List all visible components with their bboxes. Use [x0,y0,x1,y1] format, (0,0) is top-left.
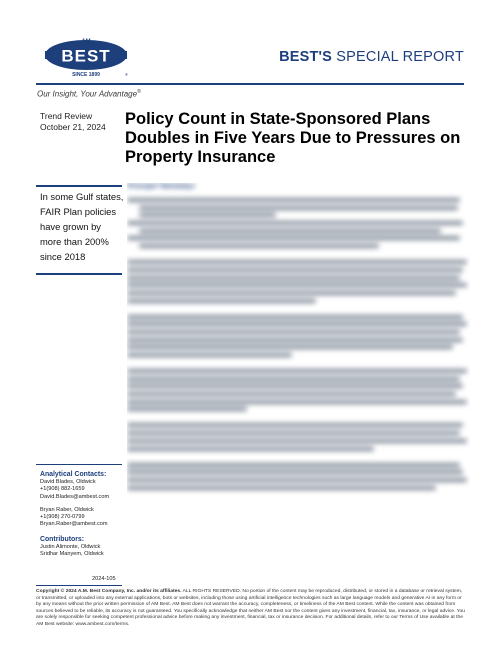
copyright-text: ALL RIGHTS RESERVED. No portion of the content may be reproduced, distributed, or stored in a database or retrieval system, or transmitted, or uploaded into any external applications, bots or websites, including those using artificial intelligence technologies such as large language models and generative AI in any form or by any means without the prior written permission of AM Best. AM Best does not warrant the accuracy, completeness, or timeliness of the AM Best content. While the content was obtained from sources believed to be reliable, its accuracy is not guaranteed. You specifically acknowledge that neither AM Best nor the content gives any investment, financial, tax, insurance, or legal advice. You are solely responsible for seeking competent professional advice before making any investment, financial, tax or insurance decision. For additional details, refer to our Terms of Use available at the AM Best website: www.ambest.com/terms. [36,589,465,627]
document-id: 2024-105 [92,576,116,582]
contact-phone: +1(908) 270-0799 [40,514,85,521]
tagline [37,89,141,99]
callout-bottom-rule [36,273,122,275]
logo-since-text: SINCE 1899 [72,72,100,78]
contributors-heading: Contributors: [40,535,85,543]
contacts-rule [36,464,122,465]
callout-top-rule [36,185,122,187]
header-divider [36,83,464,85]
contributor-name: Justin Alimonte, Oldwick [40,543,101,550]
tagline-mark: ® [137,89,141,95]
copyright-bold: Copyright © 2024 A.M. Best Company, Inc. and/or its affiliates. [36,589,182,594]
contact-name: Bryan Raber, Oldwick [40,506,94,513]
copyright-notice [36,589,466,628]
contact-phone: +1(908) 882-1659 [40,486,85,493]
body-subhead: Principal Takeaways [127,183,195,190]
report-type-label [279,49,464,65]
body-paragraph [127,369,470,411]
body-paragraph [127,463,470,490]
logo-best-text: BEST [61,46,111,66]
page-title: Policy Count in State-Sponsored Plans Doubles in Five Years Due to Pressures on Property Insurance [125,110,461,166]
analytical-contacts [40,470,124,558]
body-paragraph [127,315,470,357]
pull-quote: In some Gulf states, FAIR Plan policies have grown by more than 200% since 2018 [40,191,124,262]
svg-text:®: ® [125,72,128,77]
report-label-rest: SPECIAL REPORT [332,49,464,65]
footer-rule [36,585,122,586]
contact-email[interactable]: David.Blades@ambest.com [40,493,110,500]
contact-email[interactable]: Bryan.Raber@ambest.com [40,521,108,528]
logo-am-text: AM [81,39,91,45]
report-label-bold: BEST'S [279,49,333,65]
am-best-logo [40,30,132,86]
tagline-text: Our Insight, Your Advantage [37,89,138,99]
report-meta [40,111,106,133]
contacts-heading: Analytical Contacts: [40,471,107,478]
contact-name: David Blades, Oldwick [40,479,96,485]
blurred-body-text [127,183,470,558]
body-paragraph [127,260,470,302]
body-paragraph [127,423,470,450]
bullet-list [127,198,470,248]
contributor-name: Sridhar Manyem, Oldwick [40,551,104,558]
report-type: Trend Review [40,111,93,121]
report-date: October 21, 2024 [40,122,106,132]
